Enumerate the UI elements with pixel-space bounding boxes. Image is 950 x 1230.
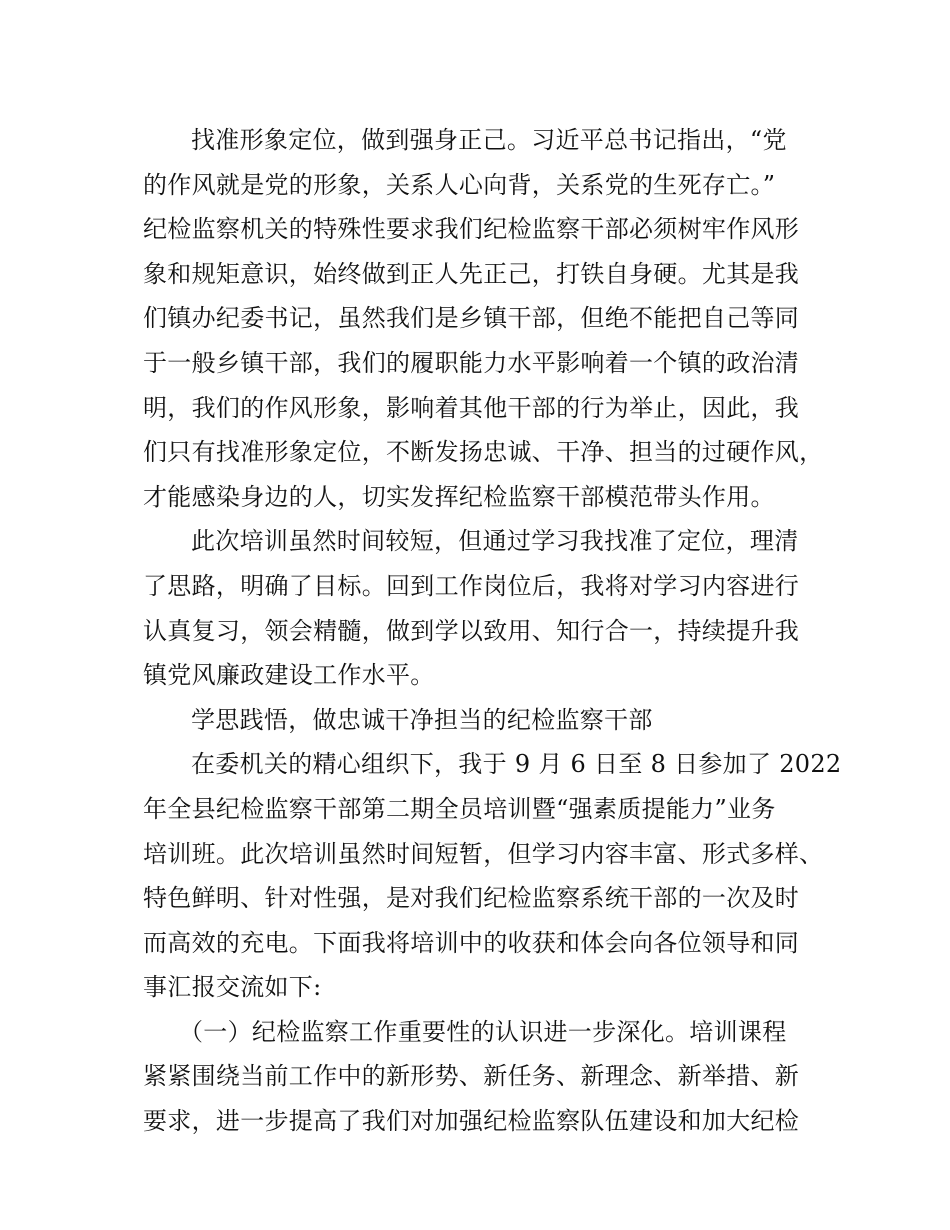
text-line: 象和规矩意识，始终做到正人先正己，打铁自身硬。尤其是我 (143, 259, 800, 288)
text-line: 年全县纪检监察干部第二期全员培训暨“强素质提能力”业务 (143, 794, 776, 823)
text-line: 认真复习，领会精髓，做到学以致用、知行合一，持续提升我 (143, 616, 800, 645)
text-line: 找准形象定位，做到强身正己。习近平总书记指出，“党 (191, 126, 787, 154)
paragraph-p5 (143, 1010, 815, 1144)
text-line: 们只有找准形象定位，不断发扬忠诚、干净、担当的过硬作风， (143, 438, 824, 467)
paragraph-p2 (143, 519, 815, 697)
text-line: 的作风就是党的形象，关系人心向背，关系党的生死存亡。” (143, 170, 776, 199)
text-line: 镇党风廉政建设工作水平。 (143, 661, 435, 690)
text-line: 特色鲜明、针对性强，是对我们纪检监察系统干部的一次及时 (143, 884, 800, 913)
text-line: 培训班。此次培训虽然时间短暂，但学习内容丰富、形式多样、 (143, 839, 824, 868)
text-line: 明，我们的作风形象，影响着其他干部的行为举止，因此，我 (143, 393, 800, 422)
text-line: （一）纪检监察工作重要性的认识进一步深化。培训课程 (179, 1017, 787, 1046)
text-line: 要求，进一步提高了我们对加强纪检监察队伍建设和加大纪检 (143, 1107, 800, 1136)
text-line: 才能感染身边的人，切实发挥纪检监察干部模范带头作用。 (143, 482, 775, 511)
document-page (143, 118, 842, 1144)
text-line: 纪检监察机关的特殊性要求我们纪检监察干部必须树牢作风形 (143, 215, 800, 244)
paragraph-p1 (143, 118, 824, 519)
text-line: 而高效的充电。下面我将培训中的收获和体会向各位领导和同 (143, 928, 800, 957)
text-line: 们镇办纪委书记，虽然我们是乡镇干部，但绝不能把自己等同 (143, 304, 800, 333)
paragraph-p4 (143, 742, 842, 1010)
text-line: 于一般乡镇干部，我们的履职能力水平影响着一个镇的政治清 (143, 348, 800, 377)
text-line: 事汇报交流如下: (143, 973, 322, 1002)
text-line: 在委机关的精心组织下，我于 9 月 6 日至 8 日参加了 2022 (191, 750, 842, 779)
text-line: 紧紧围绕当前工作中的新形势、新任务、新理念、新举措、新 (143, 1062, 800, 1091)
section-heading: 学思践悟，做忠诚干净担当的纪检监察干部 (191, 705, 653, 734)
text-line: 了思路，明确了目标。回到工作岗位后，我将对学习内容进行 (143, 571, 800, 600)
paragraph-heading (143, 698, 815, 743)
text-line: 此次培训虽然时间较短，但通过学习我找准了定位，理清 (191, 527, 799, 556)
